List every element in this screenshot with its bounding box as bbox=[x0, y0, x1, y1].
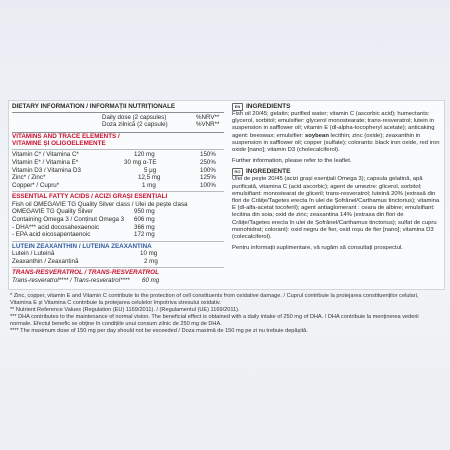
ingredients-heading-en bbox=[232, 103, 440, 111]
ingredients-text-ro: Ulei de pește 20/45 (acizi grași esențiali Omega 3); capsula gelatină, apă purificată, vitamina C (acid ascorbic); agent de umezire: glicerol, sorbitol; emulsifiant: monostearat de gliceril; trans-resveratrol; luteină 20% (extrasă din flori de Crăițe/Tagetes erecta în ulei de Șofrănel/Carthamus tinctorius); vitamina E (dl-alfa-acetat tocoferil); agent antiaglomerant : ceara de albine; emulsifiant: lecitina din soia; oxid de zinc; zeaxantina 14% (extrasa din flori de Crăițe/Tagetes erecta în ulei de Șofrănel/Carthamus tinctorius); sulfat de cupru monohidrat; colorant): oxid negru de fier, oxid roșu de fier [nano]; vitamina D3 (colecalciferol). bbox=[232, 176, 440, 241]
further-info-en: Further information, please refer to the leaflet. bbox=[232, 158, 352, 165]
table-row: Containing Omega 3 / Conținut Omega 3 606 mg bbox=[12, 215, 155, 223]
ingredients-title-ro: INGREDIENTE bbox=[246, 168, 291, 176]
resveratrol-title: TRANS-RESVERATROL / TRANS-RESVERATROL bbox=[12, 269, 159, 277]
table-row: Vitamin E* / Vitamina E* 30 mg α-TE 250% bbox=[12, 159, 216, 166]
vnr-label: %VNR** bbox=[196, 120, 220, 128]
ro-flag-icon: RO bbox=[232, 168, 243, 176]
table-row: Trans-resveratrol**** / Trans-resveratrol**** 60 mg bbox=[12, 276, 160, 284]
footnote-3: *** DHA contributes to the maintenance of normal vision. The beneficial effect is obtained with a daily intake of 250 mg of DHA. / DHA contribuie la menținerea vederii normale. Efectul benefic se obține în condițiile unui consum zilnic de 250 mg de DHA. bbox=[10, 314, 419, 327]
footnote-4: **** The maximum dose of 150 mg per day should not be exceeded / Doza maximă de 150 mg pe zi nu trebuie depășită. bbox=[10, 328, 308, 334]
efa-section bbox=[12, 193, 224, 238]
footnotes bbox=[10, 293, 440, 335]
table-row: Zeaxanthin / Zeaxantină 2 mg bbox=[12, 257, 158, 265]
ingredients-column bbox=[232, 103, 440, 252]
table-row: OMEGAVIE TG Quality Silver 950 mg bbox=[12, 208, 155, 216]
vitamins-title-ro: VITAMINE ȘI OLIGOELEMENTE bbox=[12, 140, 106, 147]
daily-dose-label-ro: Doza zilnică (2 capsule) bbox=[102, 120, 168, 128]
divider bbox=[12, 267, 224, 268]
ingredients-text-en: Fish oil 20/45; gelatin; purified water; vitamin C (ascorbic acid); humectants: glycerol, sorbitol; emulsifier: glycerol monostearate; trans-resveratrol; lutein in suspension in safflower oil; vitamin E (dl-alpha-tocopheryl acetate); anticaking agent: beeswax; emulsifier: soybean lecithin; zinc (oxide); zeaxanthin in suspension in safflower oil; copper (sulfate); colorants: black iron oxide, red iron oxide [nano]; vitamin D3 (cholecalciferol). bbox=[232, 111, 440, 154]
nrv-label: %NRV** bbox=[196, 113, 220, 121]
ingredients-heading-ro bbox=[232, 168, 440, 176]
ingredients-title-en: INGREDIENTS bbox=[246, 103, 291, 110]
uk-flag-icon: EN bbox=[232, 103, 243, 111]
further-info-ro: Pentru informații suplimentare, vă rugăm să consultați prospectul. bbox=[232, 245, 403, 252]
lutein-section bbox=[12, 243, 224, 266]
resveratrol-section bbox=[12, 269, 224, 284]
efa-title: ESSENTIAL FATTY ACIDS / ACIZI GRAȘI ESENȚIALI bbox=[12, 193, 168, 201]
divider bbox=[12, 149, 224, 150]
nutrition-header: DIETARY INFORMATION / INFORMAȚII NUTRIȚIONALE bbox=[12, 103, 224, 113]
divider bbox=[12, 191, 224, 192]
table-row: Copper* / Cupru* 1 mg 100% bbox=[12, 181, 216, 189]
daily-dose-label: Daily dose (2 capsules) bbox=[102, 113, 167, 121]
table-row: Zinc* / Zinc* 12,5 mg 125% bbox=[12, 174, 216, 182]
footnote-1: * Zinc, copper, vitamin E and Vitamin C contribute to the protection of cell constituents from oxidative damage. / Cuprul contribuie la protejarea constituenților celulari, Vitamina E și Vitamina C contribuie la protejarea celulelor împotriva stresului oxidativ. bbox=[10, 293, 419, 306]
footnote-2: ** Nutrient Reference Values (Regulation (EU) 1169/2011). / (Regulamentul (UE) 1169/2011). bbox=[10, 307, 240, 313]
table-row: - EPA acid eicosapentaenoic 172 mg bbox=[12, 231, 155, 239]
lutein-title: LUTEIN ZEAXANTHIN / LUTEINA ZEAXANTINA bbox=[12, 242, 152, 250]
efa-line-1: Fish oil OMEGAVIE TG Quality Silver class / Ulei de pește clasa bbox=[12, 200, 188, 208]
table-row: Vitamin D3 / Vitamina D3 5 μg 100% bbox=[12, 166, 216, 174]
dose-header bbox=[12, 114, 224, 128]
vitamins-section bbox=[12, 132, 224, 190]
vitamin-rows bbox=[12, 151, 224, 189]
table-row: - DHA*** acid docosahexaenoic 366 mg bbox=[12, 223, 155, 231]
table-row: Vitamin C* / Vitamina C* 120 mg 150% bbox=[12, 151, 216, 159]
nutrition-table bbox=[12, 103, 224, 284]
vitamins-title-en: VITAMINS AND TRACE ELEMENTS / bbox=[12, 132, 120, 140]
divider bbox=[12, 241, 224, 242]
table-row: Lutein / Luteină 10 mg bbox=[12, 250, 158, 258]
